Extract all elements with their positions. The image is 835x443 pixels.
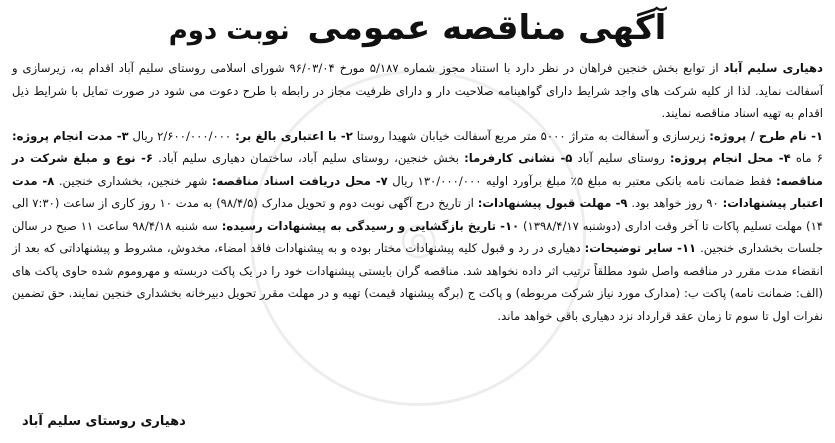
item-label: ۶- نوع و مبلغ شرکت در مناقصه:	[12, 151, 823, 188]
item-text: شهر خنجین، بخشداری خنجین.	[54, 173, 212, 188]
notice-title	[12, 6, 823, 53]
intro-lead: دهیاری سلیم آباد	[723, 61, 823, 75]
item-text: روستای سلیم آباد	[572, 151, 670, 165]
item-text: سه شنبه ۹۸/۴/۱۸ ساعت ۱۱ صبح در سالن جلسات بخشداری خنجین.	[12, 218, 823, 255]
item-text: زیرسازی و آسفالت به متراژ ۵۰۰۰ متر مربع آسفالت خیابان شهیدا روستا	[352, 128, 710, 143]
item-label: ۴- محل انجام پروژه:	[669, 151, 791, 165]
signature: دهیاری روستای سلیم آباد	[22, 414, 186, 429]
item-text: از تاریخ درج آگهی نوبت دوم و تحویل مدارک (۹۸/۴/۵) به مدت ۱۰ روز کاری از ساعت (۷:۳۰ الی ۱۴) مهلت تسلیم پاکات تا آخر وقت اداری (دوشنبه ۱۳۹۸/۴/۱۷)	[12, 196, 824, 233]
item-text: فقط ضمانت نامه بانکی معتبر به مبلغ ۵٪ مبلغ برآورد اولیه ۱۳۰/۰۰۰/۰۰۰ ریال	[387, 173, 777, 188]
item-label: ۲- با اعتباری بالغ بر:	[235, 128, 353, 143]
item-label: ۱۰- تاریخ بازگشایی و رسیدگی به پیشنهادات رسیده:	[221, 218, 520, 233]
item-text: بخش خنجین، روستای سلیم آباد، ساختمان دهیاری سلیم آباد.	[152, 151, 465, 165]
item-label: ۸- مدت اعتبار پیشنهادات:	[12, 173, 824, 210]
title-round: نوبت دوم	[168, 16, 290, 46]
item-label: ۱- نام طرح / پروژه:	[709, 128, 823, 143]
item-text: ۲/۶۰۰/۰۰۰/۰۰۰ ریال	[128, 128, 236, 143]
intro-text: از توابع بخش خنجین فراهان در نظر دارد با استناد مجوز شماره ۵/۱۸۷ مورخ ۹۶/۰۳/۰۴ شورای اسلامی روستای سلیم آباد اقدام به، زیرسازی و آسفالت نماید. لذا از کلیه شرکت های واجد شرایط دارای گواهینامه صلاحیت دار و دارای ظرفیت مجاز در رابطه با طرح دعوت می شود در صورت تمایل با شرایط ذیل اقدام به تهیه اسناد مناقصه نمایند.	[12, 61, 823, 120]
title-main: آگهی مناقصه عمومی	[307, 8, 667, 48]
item-label: ۱۱- سایر توضیحات:	[584, 241, 697, 255]
item-text: ۶ ماه	[790, 151, 824, 165]
item-label: ۷- محل دریافت اسناد مناقصه:	[211, 173, 388, 188]
item-label: ۳- مدت انجام پروژه:	[12, 128, 129, 143]
item-text: ۹۰ روز خواهد بود.	[627, 196, 723, 210]
item-label: ۹- مهلت قبول پیشنهادات:	[477, 196, 628, 210]
watermark-seal: ◎	[219, 39, 618, 438]
item-label: ۵- نشانی کارفرما:	[464, 151, 573, 165]
item-text: دهیاری در رد و قبول کلیه پیشنهادات مختار بوده و به پیشنهادات فاقد امضاء، مخدوش، مشروط و پیشنهاداتی که بعد از انقضاء مدت مقرر در مناقصه واصل شود مطلقاً ترتیب اثر داده نخواهد شد. مناقصه گران بایستی پیشنهادات خود را در یک پاکت دربسته و مهروموم شده حاوی پاکت های (الف: ضمانت نامه) پاکت ب: (مدارک مورد نیاز شرکت مربوطه) و پاکت ج (برگه پیشنهاد قیمت) تهیه و در مهلت مقرر تحویل دبیرخانه بخشداری خنجین نمایند. حق تضمین نفرات اول تا سوم تا زمان عقد قرارداد نزد دهیاری باقی خواهد ماند.	[12, 241, 823, 323]
notice-body	[12, 57, 823, 327]
